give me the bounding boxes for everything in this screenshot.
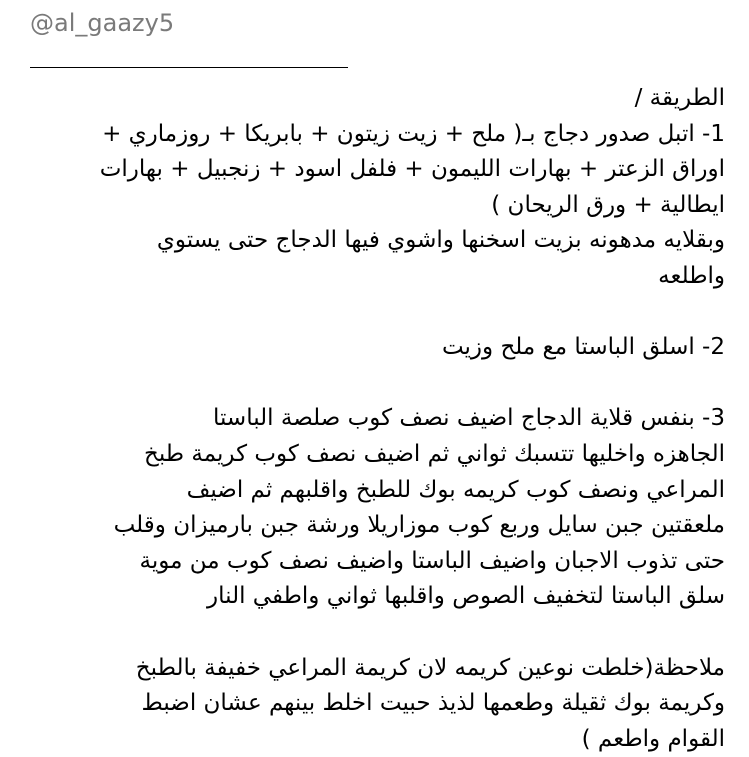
step-3-line-5: حتى تذوب الاجبان واضيف الباستا واضيف نصف كوب من موية: [139, 547, 725, 574]
step-1-line-4: وبقلايه مدهونه بزيت اسخنها واشوي فيها الدجاج حتى يستوي: [156, 227, 725, 254]
step-3-line-1: 3- بنفس قلاية الدجاج اضيف نصف كوب صلصة الباستا: [212, 405, 725, 432]
step-1-line-5: واطلعه: [658, 262, 725, 289]
step-3-line-2: الجاهزه واخليها تتسبك ثواني ثم اضيف نصف كوب كريمة طبخ: [143, 440, 725, 467]
recipe-heading: الطريقة /: [634, 85, 725, 111]
step-1-line-1: 1- اتبل صدور دجاج بـ( ملح + زيت زيتون + بابريكا + روزماري +: [102, 120, 725, 147]
step-3-line-6: سلق الباستا لتخفيف الصوص واقلبها ثواني واطفي النار: [207, 583, 725, 610]
blank-line: [25, 366, 725, 402]
step-2-line-1: 2- اسلق الباستا مع ملح وزيت: [441, 334, 725, 361]
step-1-line-2: اوراق الزعتر + بهارات الليمون + فلفل اسود + زنجبيل + بهارات: [99, 156, 725, 183]
recipe-text: [25, 81, 725, 757]
divider-line: [30, 67, 348, 68]
remark-line-2: وكريمة بوك ثقيلة وطعمها لذيذ حبيت اخلط بينهم عشان اضبط: [141, 690, 725, 717]
step-3-line-3: المراعي ونصف كوب كريمه بوك للطبخ واقلبهم ثم اضيف: [186, 476, 725, 503]
blank-line: [25, 615, 725, 651]
remark-line-3: القوام واطعم ): [581, 725, 725, 752]
step-3-line-4: ملعقتين جبن سايل وربع كوب موزاريلا ورشة جبن بارميزان وقلب: [113, 512, 725, 539]
author-handle: @al_gaazy5: [30, 9, 175, 37]
step-1-line-3: ايطالية + ورق الريحان ): [491, 191, 725, 218]
remark-line-1: ملاحظة(خلطت نوعين كريمه لان كريمة المراعي خفيفة بالطبخ: [135, 654, 725, 681]
blank-line: [25, 295, 725, 331]
